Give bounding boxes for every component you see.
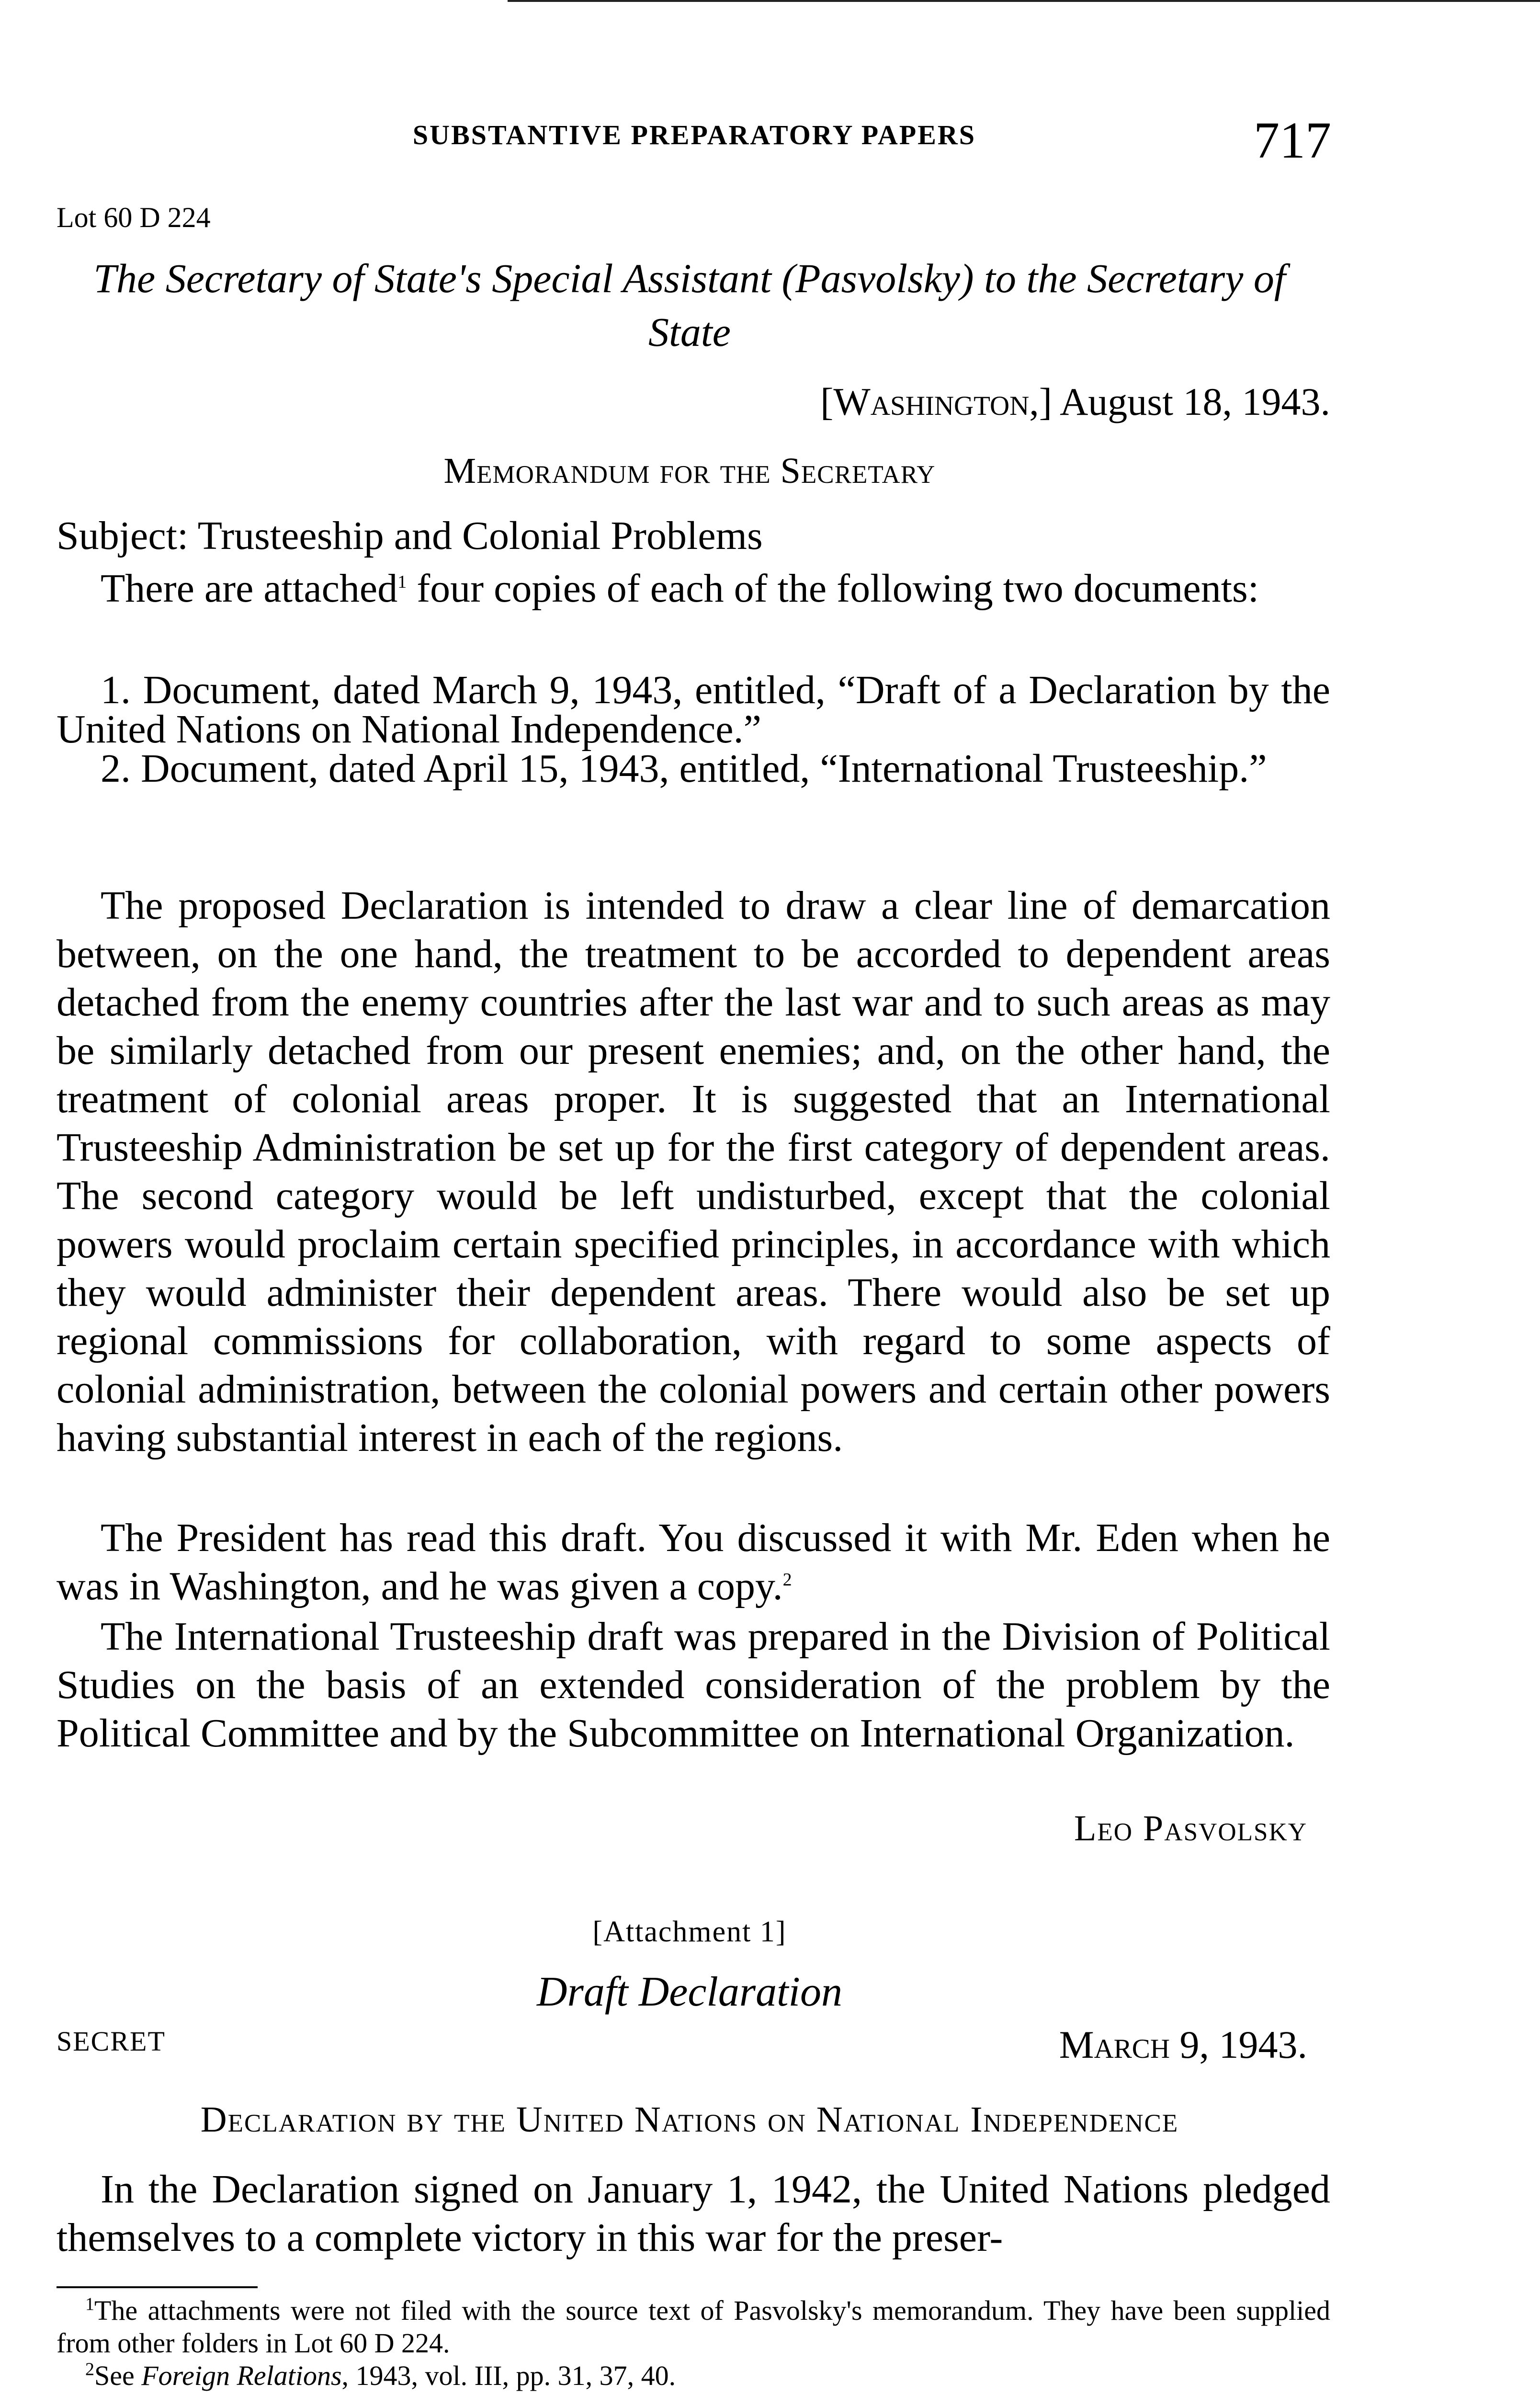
dateline-place: [Washington,] xyxy=(820,380,1053,423)
attachment-date: March 9, 1943. xyxy=(1059,2023,1307,2066)
footnote-1 xyxy=(57,2294,1330,2360)
intro-text-rest: four copies of each of the following two documents: xyxy=(407,566,1259,611)
page-number: 717 xyxy=(1254,112,1331,169)
document-title: The Secretary of State's Special Assistant (Pasvolsky) to the Secretary of State xyxy=(93,255,1286,355)
declaration-heading: Declaration by the United Nations on National Independence xyxy=(200,2099,1179,2140)
document-list xyxy=(57,668,1330,791)
footnote-ref-1: 1 xyxy=(397,572,407,592)
footnote-1-mark: 1 xyxy=(85,2294,94,2315)
paragraph-text: The President has read this draft. You discussed it with Mr. Eden when he was in Washington, and he was given a copy. xyxy=(57,1516,1330,1608)
footnote-2-rest: , 1943, vol. III, pp. 31, 37, 40. xyxy=(341,2360,676,2391)
body-paragraph-3 xyxy=(57,1612,1330,1757)
intro-paragraph xyxy=(57,564,1330,613)
footnote-2-title: Foreign Relations xyxy=(141,2360,342,2391)
paragraph-text: In the Declaration signed on January 1, 1942, the United Nations pledged themselves to a complete victory in this war for the preser- xyxy=(57,2167,1330,2260)
footnote-ref-2: 2 xyxy=(782,1570,792,1590)
paragraph-text: The International Trusteeship draft was prepared in the Division of Political Studies on the basis of an extended consideration of the problem by the Political Committee and by the Subcommittee on International Organization. xyxy=(57,1614,1330,1756)
subject-line: Subject: Trusteeship and Colonial Problems xyxy=(57,513,763,558)
source-reference: Lot 60 D 224 xyxy=(57,202,211,233)
dateline xyxy=(623,379,1330,424)
top-border-rule xyxy=(508,0,1540,4)
paragraph-text: The proposed Declaration is intended to draw a clear line of demarcation between, on the one hand, the treatment to be accorded to dependent areas detached from the enemy countries after the last war and to such areas as may be similarly detached from our present enemies; and, on the other hand, the treatment of colonial areas proper. It is suggested that an International Trusteeship Administration be set up for the first category of dependent areas. The second category would be left undisturbed, except that the colonial powers would proclaim certain specified principles, in accordance with which they would administer their dependent areas. There would also be set up regional commissions for collaboration, with regard to some aspects of colonial administration, between the colonial powers and certain other powers having substantial interest in each of the regions. xyxy=(57,883,1330,1460)
body-paragraph-1 xyxy=(57,881,1330,1462)
classification-mark: SECRET xyxy=(57,2026,166,2057)
running-head: SUBSTANTIVE PREPARATORY PAPERS xyxy=(412,119,976,150)
footnotes xyxy=(57,2294,1330,2392)
footnote-2-prefix: See xyxy=(94,2360,142,2391)
footnote-1-text: The attachments were not filed with the source text of Pasvolsky's memorandum. They have been supplied from other folders in Lot 60 D 224. xyxy=(57,2295,1330,2359)
dateline-date: August 18, 1943. xyxy=(1060,380,1330,423)
body-paragraph-2 xyxy=(57,1514,1330,1610)
attachment-title: Draft Declaration xyxy=(537,1969,842,2015)
signature: Leo Pasvolsky xyxy=(1074,1808,1307,1848)
intro-text: There are attached xyxy=(101,566,398,611)
footnote-rule xyxy=(57,2286,258,2288)
footnote-2 xyxy=(57,2360,1330,2392)
list-item: 1. Document, dated March 9, 1943, entitled, “Draft of a Declaration by the United Nations on National Independence.” xyxy=(57,668,1330,752)
footnote-2-mark: 2 xyxy=(85,2359,94,2380)
memo-heading: Memorandum for the Secretary xyxy=(443,451,936,491)
declaration-opening xyxy=(57,2165,1330,2262)
attachment-label: [Attachment 1] xyxy=(592,1916,787,1948)
list-item: 2. Document, dated April 15, 1943, entitled, “International Trusteeship.” xyxy=(101,746,1267,791)
